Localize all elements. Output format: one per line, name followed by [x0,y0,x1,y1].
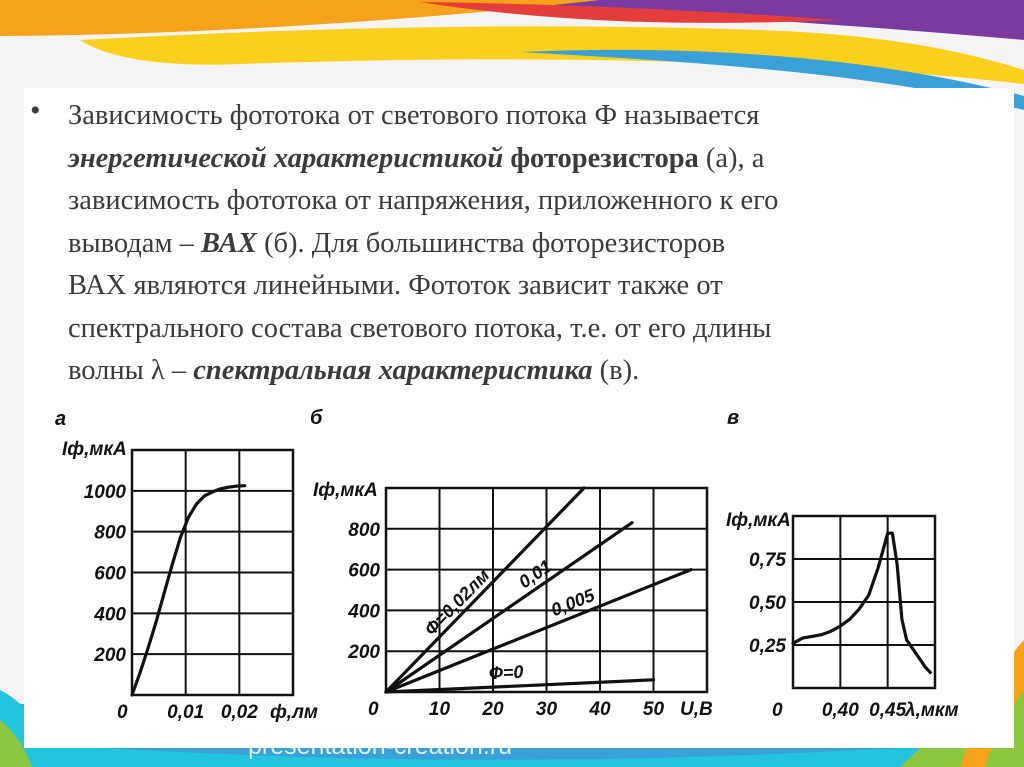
y-tick-label: 200 [94,645,126,667]
panel-label: а [55,408,67,430]
y-tick-label: 0,25 [749,636,786,657]
series-label: Ф=0 [488,661,524,684]
series-line [132,486,245,695]
x-axis-label: λ,мкм [905,700,959,721]
series-line [386,488,584,692]
x-tick-label: 20 [482,699,504,720]
paragraph-run: ВАХ [200,227,257,259]
x-axis-label: ф,лм [270,702,318,723]
y-tick-label: 0,50 [749,593,786,614]
x-tick-label: 40 [589,699,611,720]
panel-label: в [727,407,740,429]
y-tick-label: 400 [94,604,126,626]
y-tick-label: 0,75 [749,550,786,571]
y-tick-label: 400 [348,601,380,623]
paragraph-run: (в). [592,355,640,386]
x-tick-label: 0,02 [220,702,258,723]
y-axis-label: Iф,мкА [726,510,791,531]
origin-label: 0 [772,700,783,721]
paragraph-run: Зависимость фототока от светового потока Ф называется [68,100,760,131]
panel-label: б [310,407,323,429]
paragraph-run: фоторезистора [510,142,699,174]
origin-label: 0 [368,699,379,720]
origin-label: 0 [117,702,128,723]
y-tick-label: 800 [348,519,380,541]
series-label: 0,01 [515,555,556,593]
series-label: Ф=0,02лм [420,565,494,640]
y-tick-label: 200 [348,642,380,664]
y-tick-label: 600 [94,563,126,585]
paragraph-run: энергетической характеристикой [68,142,504,174]
paragraph-run: спектральная характеристика [193,355,593,386]
y-tick-label: 1000 [83,481,126,503]
x-tick-label: 50 [642,699,665,720]
y-axis-label: Iф,мкА [313,480,378,501]
x-axis-label: U,В [680,699,713,720]
y-axis-label: Iф,мкА [62,439,127,460]
paragraph-run: (а), а зависимость фототока от напряжения, приложенного к его выводам – [68,142,779,259]
x-tick-label: 10 [428,699,451,720]
x-tick-label: 30 [535,699,558,720]
y-tick-label: 800 [94,522,126,544]
x-tick-label: 0,45 [869,700,907,721]
x-tick-label: 0,40 [821,700,859,721]
y-tick-label: 600 [348,560,380,582]
bullet-marker: • [30,94,41,127]
series-label: 0,005 [548,584,598,621]
x-tick-label: 0,01 [167,702,205,723]
paragraph-run: (б). Для большинства фоторезисторов ВАХ являются линейными. Фототок зависит также от спектрального состава светового потока, т.е. от его длины волны λ – [68,227,772,386]
watermark-text: presentation-creation.ru [248,732,513,760]
